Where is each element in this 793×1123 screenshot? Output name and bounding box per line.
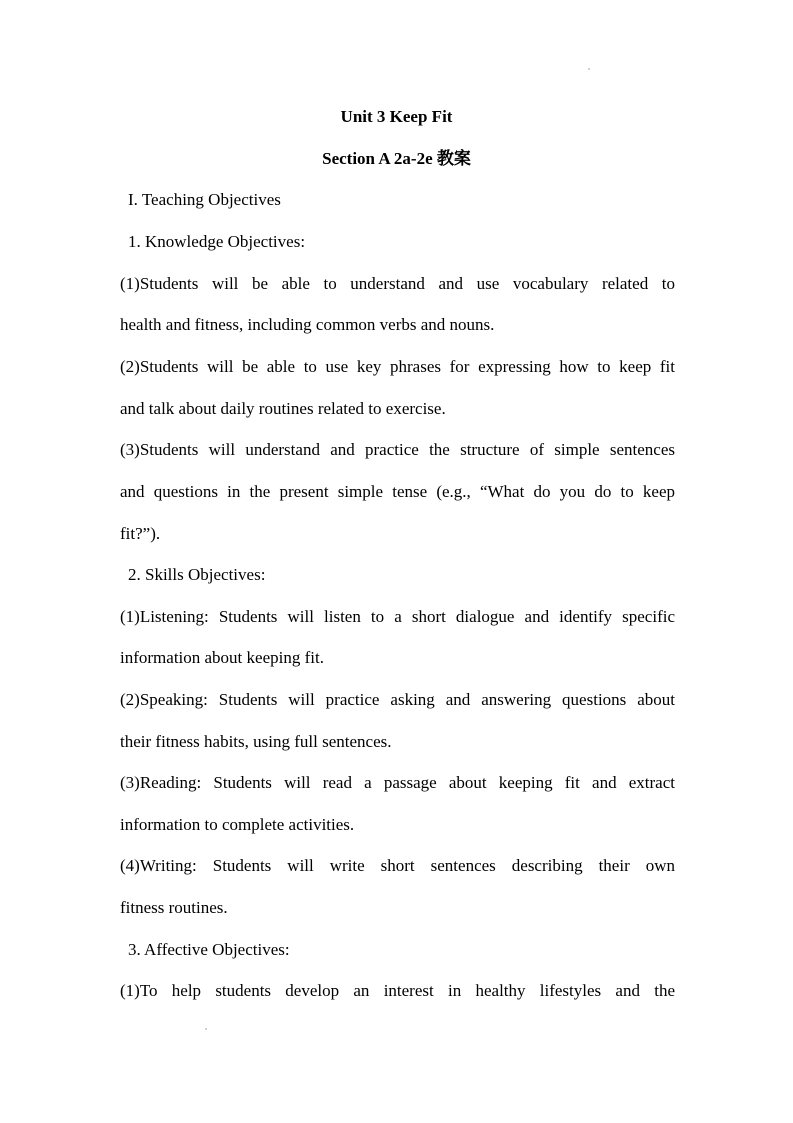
body-line: fit?”). [120, 524, 161, 543]
body-line: their fitness habits, using full sentences. [120, 732, 392, 751]
body-line: (1)To help students develop an interest in healthy lifestyles and the [120, 981, 675, 1000]
section-heading-teaching-objectives: I. Teaching Objectives [128, 190, 281, 209]
body-line: and questions in the present simple tense (e.g., “What do you do to keep [120, 482, 675, 501]
body-line: (3)Students will understand and practice the structure of simple sentences [120, 440, 675, 459]
body-line: fitness routines. [120, 898, 228, 917]
body-line: and talk about daily routines related to exercise. [120, 399, 446, 418]
body-line: (4)Writing: Students will write short sentences describing their own [120, 856, 675, 875]
document-title: Unit 3 Keep Fit [340, 107, 453, 126]
body-line: (1)Students will be able to understand and use vocabulary related to [120, 274, 675, 293]
subheading-affective-objectives: 3. Affective Objectives: [128, 940, 290, 959]
body-line: (2)Students will be able to use key phrases for expressing how to keep fit [120, 357, 675, 376]
document-subtitle: Section A 2a-2e 教案 [322, 149, 471, 168]
scan-speck [588, 68, 590, 70]
body-line: information to complete activities. [120, 815, 355, 834]
body-line: (3)Reading: Students will read a passage about keeping fit and extract [120, 773, 675, 792]
subheading-skills-objectives: 2. Skills Objectives: [128, 565, 266, 584]
scan-speck [205, 1028, 207, 1030]
body-line: health and fitness, including common verbs and nouns. [120, 315, 495, 334]
body-line: (2)Speaking: Students will practice asking and answering questions about [120, 690, 675, 709]
subheading-knowledge-objectives: 1. Knowledge Objectives: [128, 232, 306, 251]
body-line: (1)Listening: Students will listen to a short dialogue and identify specific [120, 607, 675, 626]
body-line: information about keeping fit. [120, 648, 324, 667]
